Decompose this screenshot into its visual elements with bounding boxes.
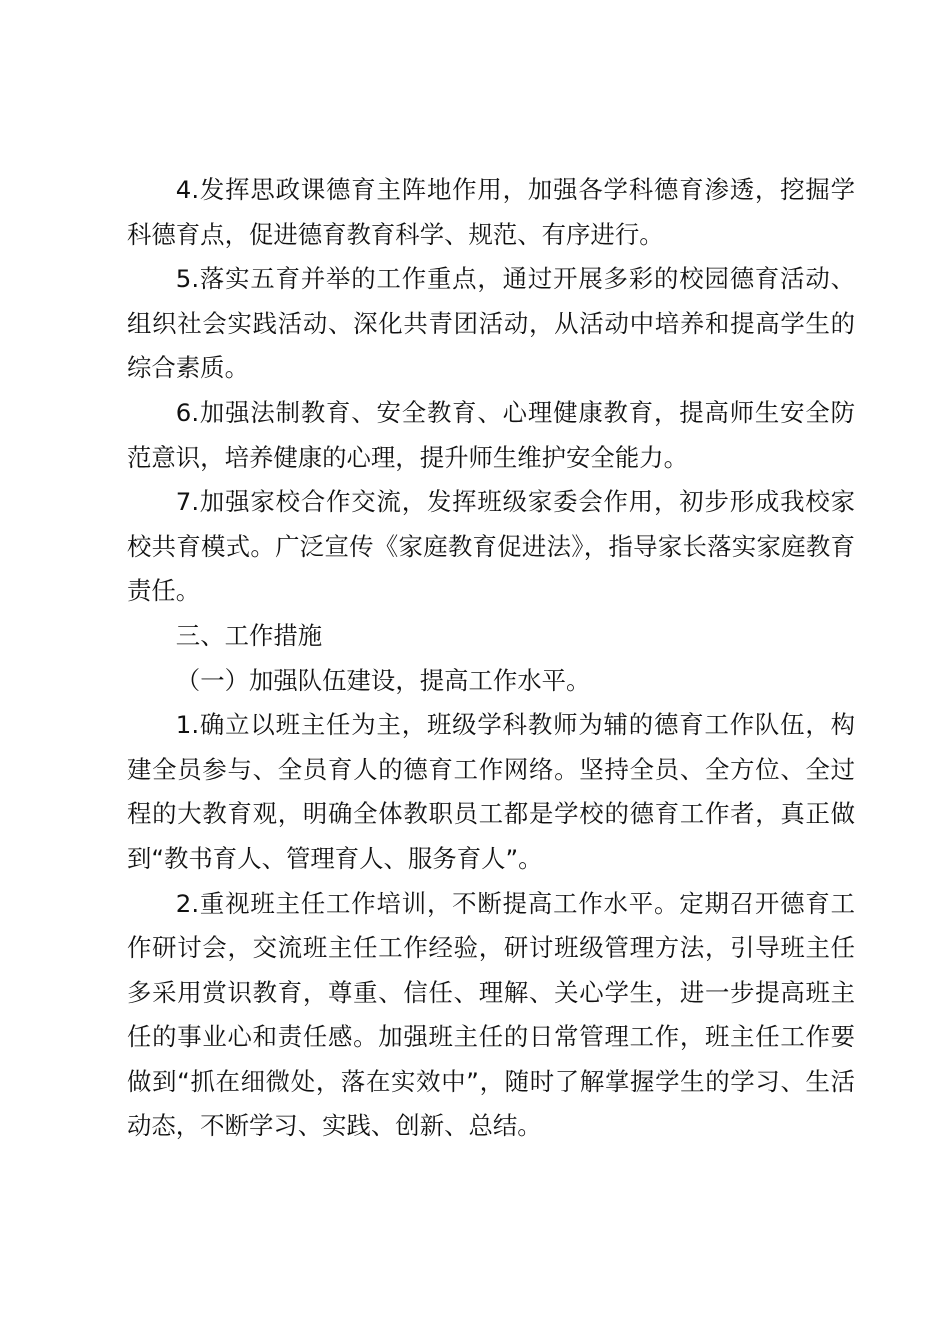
paragraph-item-7: 7.加强家校合作交流，发挥班级家委会作用，初步形成我校家校共育模式。广泛宣传《家庭教育促进法》，指导家长落实家庭教育责任。 xyxy=(127,487,855,606)
paragraph-item-5: 5.落实五育并举的工作重点，通过开展多彩的校园德育活动、组织社会实践活动、深化共青团活动，从活动中培养和提高学生的综合素质。 xyxy=(127,264,855,383)
section-heading: 三、工作措施 xyxy=(175,620,323,650)
paragraph-item-4: 4.发挥思政课德育主阵地作用，加强各学科德育渗透，挖掘学科德育点，促进德育教育科学、规范、有序进行。 xyxy=(127,175,855,249)
measure-item-1: 1.确立以班主任为主，班级学科教师为辅的德育工作队伍，构建全员参与、全员育人的德育工作网络。坚持全员、全方位、全过程的大教育观，明确全体教职员工都是学校的德育工作者，真正做到“教书育人、管理育人、服务育人”。 xyxy=(127,710,855,873)
measure-item-2: 2.重视班主任工作培训，不断提高工作水平。定期召开德育工作研讨会，交流班主任工作经验，研讨班级管理方法，引导班主任多采用赏识教育，尊重、信任、理解、关心学生，进一步提高班主任的事业心和责任感。加强班主任的日常管理工作，班主任工作要做到“抓在细微处，落在实效中”，随时了解掌握学生的学习、生活动态，不断学习、实践、创新、总结。 xyxy=(127,888,855,1141)
sub-heading: （一）加强队伍建设，提高工作水平。 xyxy=(175,665,591,695)
paragraph-item-6: 6.加强法制教育、安全教育、心理健康教育，提高师生安全防范意识，培养健康的心理，提升师生维护安全能力。 xyxy=(127,397,855,472)
document-body xyxy=(127,168,855,1149)
